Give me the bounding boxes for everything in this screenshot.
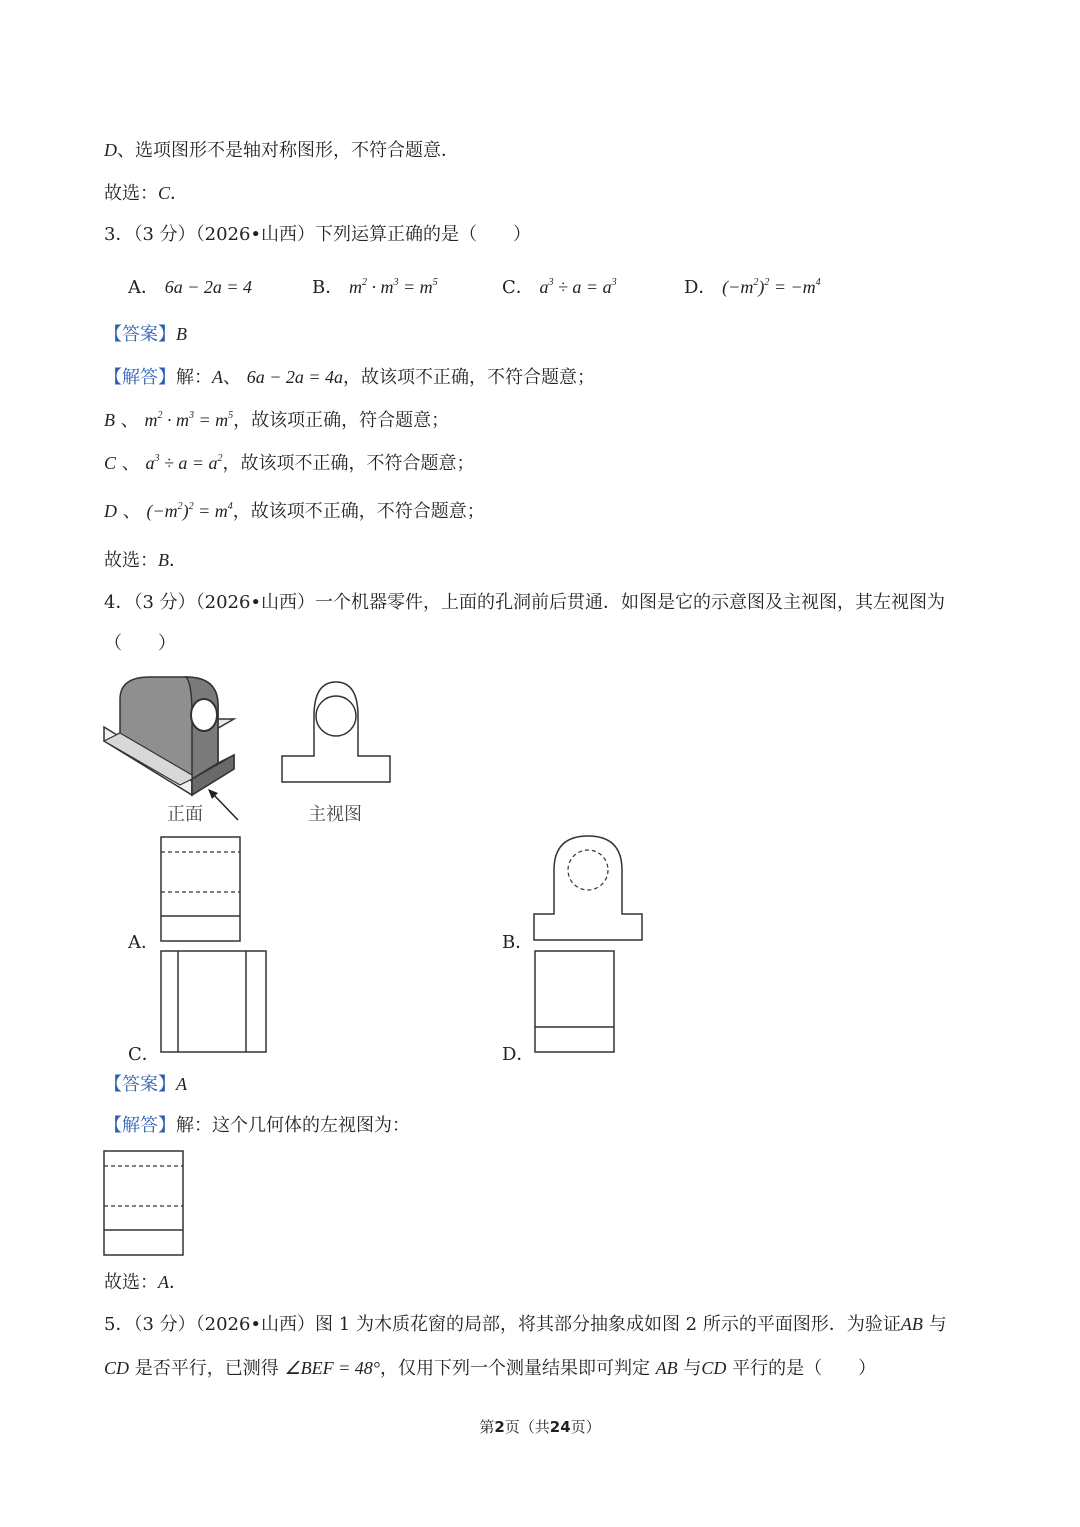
q4-option-b-label: B．	[502, 932, 534, 953]
q3-stem: 3．（3 分）（2026•山西）下列运算正确的是（ ）	[104, 224, 532, 245]
option-d-figure	[534, 950, 616, 1054]
q3-conclusion: 故选：B．	[104, 550, 187, 571]
q5-stem-line1: 5．（3 分）（2026•山西）图 1 为木质花窗的局部，将其部分抽象成如图 2 所示的平面图形．为验证AB 与	[104, 1314, 947, 1335]
through-hole	[191, 699, 217, 731]
q4-option-c-label: C．	[128, 1044, 160, 1065]
q3-solution-c: C 、 $a^3 \div a = a^2$，故该项不正确，不符合题意；	[104, 453, 475, 474]
q3-option-a-expr: 6a − 2a = 4	[164, 277, 253, 297]
q3-solution-b: B 、 $m^2 \cdot m^3 = m^5$，故该项正确，符合题意；	[104, 410, 450, 431]
outline	[161, 951, 266, 1052]
q3-option-a: A． 6a − 2a = 4	[128, 277, 253, 298]
outline	[534, 836, 642, 940]
total-pages: 24	[549, 1418, 571, 1436]
outline	[104, 1151, 183, 1255]
front-arrow-icon	[212, 793, 238, 820]
q3-option-b-expr: $m^2 \cdot m^3 = m^5$	[348, 277, 438, 297]
page-footer: 第2页（共24页）	[479, 1418, 601, 1436]
q4-stem-line1: 4．（3 分）（2026•山西）一个机器零件，上面的孔洞前后贯通．如图是它的示意图及主视图，其左视图为	[104, 592, 946, 613]
q5-stem-line2: CD 是否平行，已测得 ∠BEF = 48°，仅用下列一个测量结果即可判定 AB 与CD 平行的是（ ）	[104, 1358, 877, 1379]
expr: $a^3 \div a = a^2$	[145, 453, 223, 473]
q4-solution-figure	[103, 1150, 185, 1256]
machine-part-3d-figure	[100, 675, 260, 795]
option-a-figure	[160, 836, 242, 942]
q2-conclusion: 故选：C．	[104, 183, 189, 204]
q4-solution: 【解答】解：这个几何体的左视图为：	[104, 1115, 410, 1136]
q3-option-d-expr: $(-m^2)^2 = -m^4$	[722, 277, 821, 297]
expr: $(-m^2)^2 = m^4$	[146, 501, 233, 521]
q3-option-b: B． $m^2 \cdot m^3 = m^5$	[312, 277, 438, 298]
q3-answer: 【答案】B	[104, 324, 187, 345]
q4-conclusion: 故选：A．	[104, 1272, 187, 1293]
q4-option-a-label: A．	[128, 932, 159, 953]
option-b-figure	[532, 832, 644, 942]
q3-option-c: C． $a^3 \div a = a^3$	[502, 277, 617, 298]
q3-option-c-expr: $a^3 \div a = a^3$	[539, 277, 617, 297]
q3-solution-d: D 、 $(-m^2)^2 = m^4$，故该项不正确，不符合题意；	[104, 501, 485, 522]
main-view-outline	[282, 682, 390, 782]
front-label: 正面	[167, 804, 203, 825]
q3-option-d: D． $(-m^2)^2 = -m^4$	[684, 277, 821, 298]
main-view-label: 主视图	[308, 804, 362, 825]
page-number: 2	[494, 1418, 505, 1436]
hidden-hole	[568, 850, 608, 890]
q4-stem-line2: （ ）	[104, 633, 176, 654]
q3-solution-a: 【解答】解：A、 6a − 2a = 4a，故该项不正确，不符合题意；	[104, 367, 596, 388]
outline	[535, 951, 614, 1052]
outline	[161, 837, 240, 941]
option-letter: D	[104, 140, 117, 160]
expr: $m^2 \cdot m^3 = m^5$	[144, 410, 234, 430]
q2-option-d-explanation: D、选项图形不是轴对称图形，不符合题意．	[104, 140, 459, 161]
main-view-figure	[280, 680, 392, 784]
q4-option-d-label: D．	[502, 1044, 535, 1065]
main-view-hole	[316, 696, 356, 736]
expr: 6a − 2a = 4a	[246, 367, 344, 387]
option-c-figure	[160, 950, 268, 1054]
q4-answer: 【答案】A	[104, 1074, 187, 1095]
